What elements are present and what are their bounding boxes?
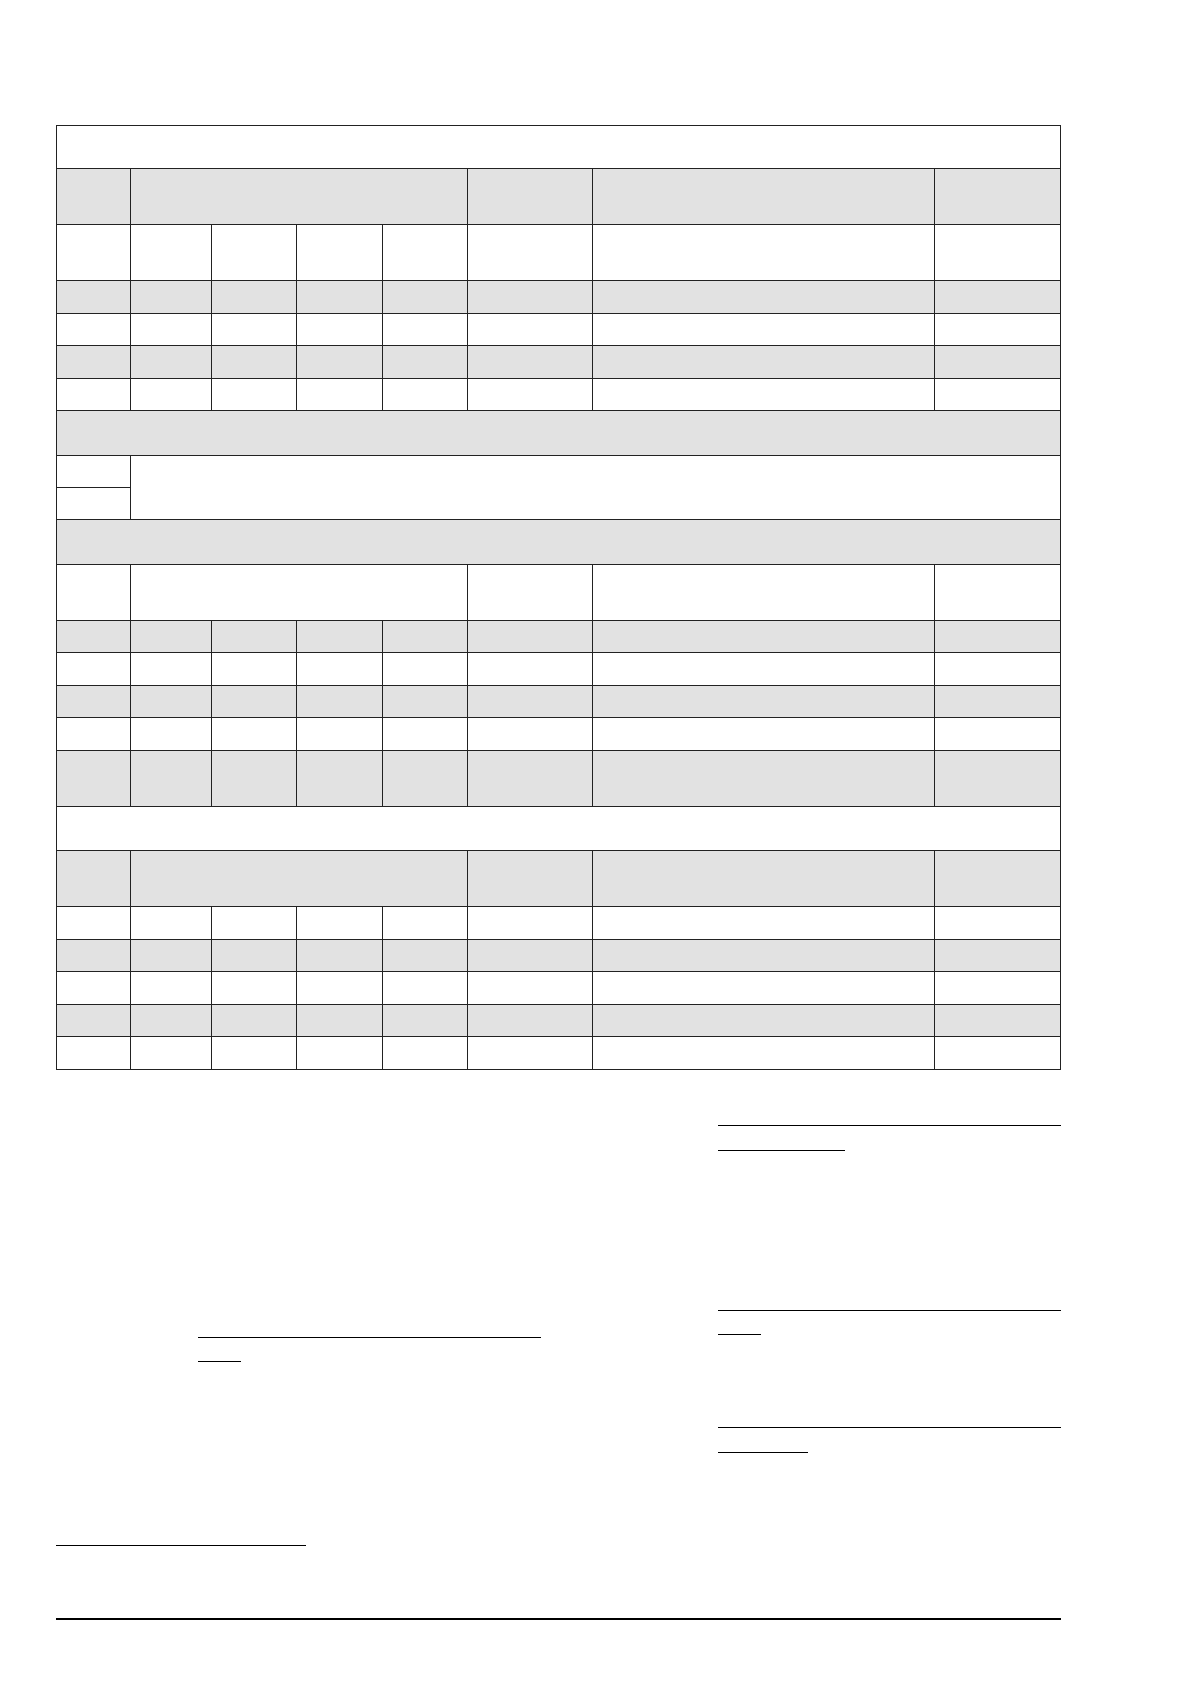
subheader-cell	[57, 225, 131, 281]
table-row	[57, 940, 1061, 972]
signature-line-continuation[interactable]	[718, 1452, 808, 1453]
signature-line-continuation[interactable]	[718, 1150, 845, 1151]
table-row	[57, 1005, 1061, 1037]
subheader-cell	[593, 225, 935, 281]
header-cell	[57, 169, 131, 225]
subheader-cell	[212, 225, 297, 281]
table-row	[57, 653, 1061, 686]
footnote-separator	[56, 1545, 306, 1546]
table-row	[57, 379, 1061, 411]
section-3-title-cell	[57, 520, 1061, 565]
section-1-header	[57, 126, 1061, 169]
header-cell	[131, 565, 468, 621]
table-row	[57, 281, 1061, 314]
section-2-title-cell	[57, 411, 1061, 456]
header-cell	[57, 851, 131, 907]
header-cell	[935, 169, 1061, 225]
table-row	[57, 1037, 1061, 1070]
signature-line-continuation[interactable]	[198, 1361, 241, 1362]
header-cell	[593, 169, 935, 225]
table-row	[57, 314, 1061, 346]
section-4-header	[57, 807, 1061, 851]
table-row	[57, 621, 1061, 653]
subheader-cell	[468, 225, 593, 281]
header-cell	[131, 851, 468, 907]
signature-line[interactable]	[198, 1337, 541, 1338]
table-row	[57, 346, 1061, 379]
header-cell	[131, 169, 468, 225]
table-row	[57, 686, 1061, 718]
label-cell	[57, 456, 131, 488]
header-cell	[468, 851, 593, 907]
subheader-cell	[935, 225, 1061, 281]
subheader-cell	[131, 225, 212, 281]
header-cell	[468, 169, 593, 225]
section-2-header	[57, 411, 1061, 456]
table-row	[57, 972, 1061, 1005]
subheader-cell	[383, 225, 468, 281]
header-cell	[593, 851, 935, 907]
section-2-row	[57, 456, 1061, 488]
signature-line-continuation[interactable]	[718, 1334, 761, 1335]
signature-line[interactable]	[718, 1427, 1061, 1428]
section-4-column-headers	[57, 851, 1061, 907]
section-3-header	[57, 520, 1061, 565]
text-area-cell	[131, 456, 1061, 520]
signature-line[interactable]	[718, 1310, 1061, 1311]
table-row	[57, 907, 1061, 940]
section-3-column-headers	[57, 565, 1061, 621]
header-cell	[935, 565, 1061, 621]
section-4-title-cell	[57, 807, 1061, 851]
table-row	[57, 751, 1061, 807]
section-1-subheaders	[57, 225, 1061, 281]
header-cell	[593, 565, 935, 621]
form-table	[56, 125, 1061, 1070]
subheader-cell	[297, 225, 383, 281]
label-cell	[57, 488, 131, 520]
header-cell	[57, 565, 131, 621]
header-cell	[935, 851, 1061, 907]
signature-line[interactable]	[718, 1125, 1061, 1126]
section-1-column-headers	[57, 169, 1061, 225]
section-1-title-cell	[57, 126, 1061, 169]
header-cell	[468, 565, 593, 621]
table-row	[57, 718, 1061, 751]
footer-rule	[56, 1618, 1061, 1620]
